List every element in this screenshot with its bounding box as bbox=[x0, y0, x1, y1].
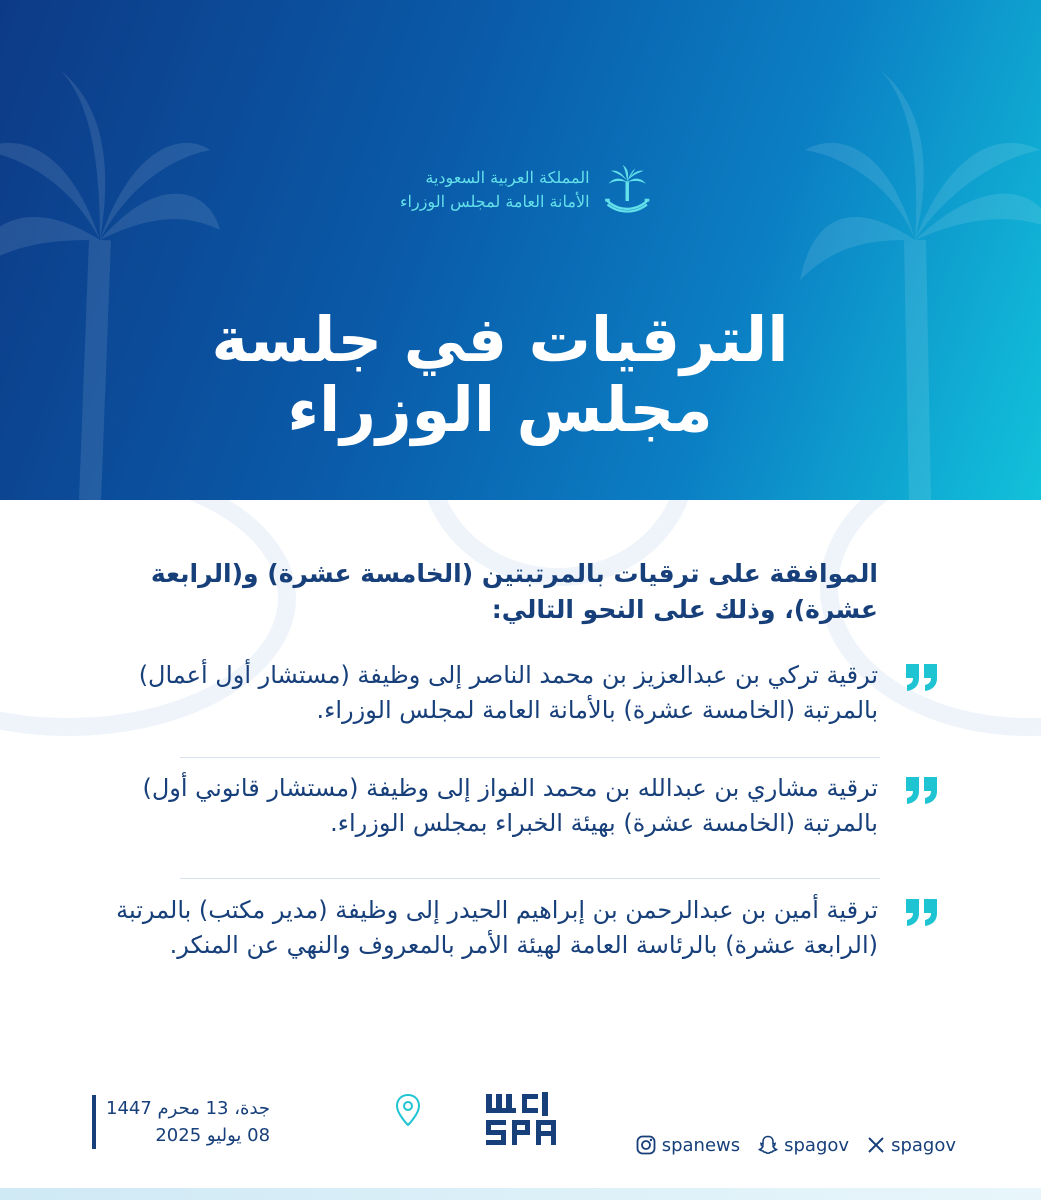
emblem-line-1: المملكة العربية السعودية bbox=[425, 168, 590, 187]
gregorian-date: 08 يوليو 2025 bbox=[155, 1125, 271, 1146]
quote-icon bbox=[904, 662, 940, 692]
title-line-1: الترقيات في جلسة bbox=[211, 303, 789, 376]
x-icon bbox=[867, 1136, 885, 1154]
quote-icon bbox=[904, 775, 940, 805]
social-x[interactable] bbox=[867, 1135, 956, 1156]
snapchat-handle: spagov bbox=[784, 1134, 850, 1156]
government-emblem bbox=[400, 140, 650, 240]
page-title bbox=[180, 305, 820, 445]
intro-text: الموافقة على ترقيات بالمرتبتين (الخامسة عشرة) و(الرابعة عشرة)، وذلك على النحو التالي: bbox=[150, 559, 878, 624]
social-handles bbox=[636, 1130, 956, 1160]
hero-banner bbox=[0, 0, 1041, 500]
footer-date bbox=[92, 1095, 392, 1155]
divider bbox=[180, 757, 880, 758]
hijri-date: جدة، 13 محرم 1447 bbox=[106, 1098, 271, 1119]
palm-swords-emblem-icon bbox=[604, 145, 650, 235]
divider bbox=[180, 878, 880, 879]
item-text: ترقية مشاري بن عبدالله بن محمد الفواز إلى وظيفة (مستشار قانوني أول) بالمرتبة (الخامسة عشرة) بهيئة الخبراء بمجلس الوزراء. bbox=[142, 774, 878, 837]
instagram-handle: spanews bbox=[661, 1134, 741, 1156]
instagram-icon bbox=[636, 1135, 656, 1155]
social-snapchat[interactable] bbox=[758, 1135, 849, 1156]
list-item bbox=[100, 658, 940, 728]
spa-logo-icon bbox=[484, 1090, 560, 1148]
bottom-strip bbox=[0, 1188, 1041, 1200]
list-item bbox=[100, 893, 940, 963]
emblem-line-2: الأمانة العامة لمجلس الوزراء bbox=[400, 192, 590, 211]
item-text: ترقية أمين بن عبدالرحمن بن إبراهيم الحيدر إلى وظيفة (مدير مكتب) بالمرتبة (الرابعة عشرة) بالرئاسة العامة لهيئة الأمر بالمعروف والنهي عن المنكر. bbox=[116, 896, 878, 959]
quote-icon bbox=[904, 897, 940, 927]
location-pin-icon bbox=[396, 1094, 420, 1126]
date-accent-bar bbox=[92, 1095, 96, 1149]
emblem-text bbox=[400, 166, 590, 214]
title-line-2: مجلس الوزراء bbox=[287, 373, 713, 446]
x-handle: spagov bbox=[891, 1134, 956, 1156]
palm-decoration-right-icon bbox=[800, 30, 1041, 500]
social-instagram[interactable] bbox=[636, 1135, 740, 1156]
list-item bbox=[100, 771, 940, 841]
date-lines bbox=[106, 1095, 270, 1149]
snapchat-icon bbox=[758, 1135, 778, 1155]
item-text: ترقية تركي بن عبدالعزيز بن محمد الناصر إلى وظيفة (مستشار أول أعمال) بالمرتبة (الخامسة عشرة) بالأمانة العامة لمجلس الوزراء. bbox=[138, 661, 878, 724]
